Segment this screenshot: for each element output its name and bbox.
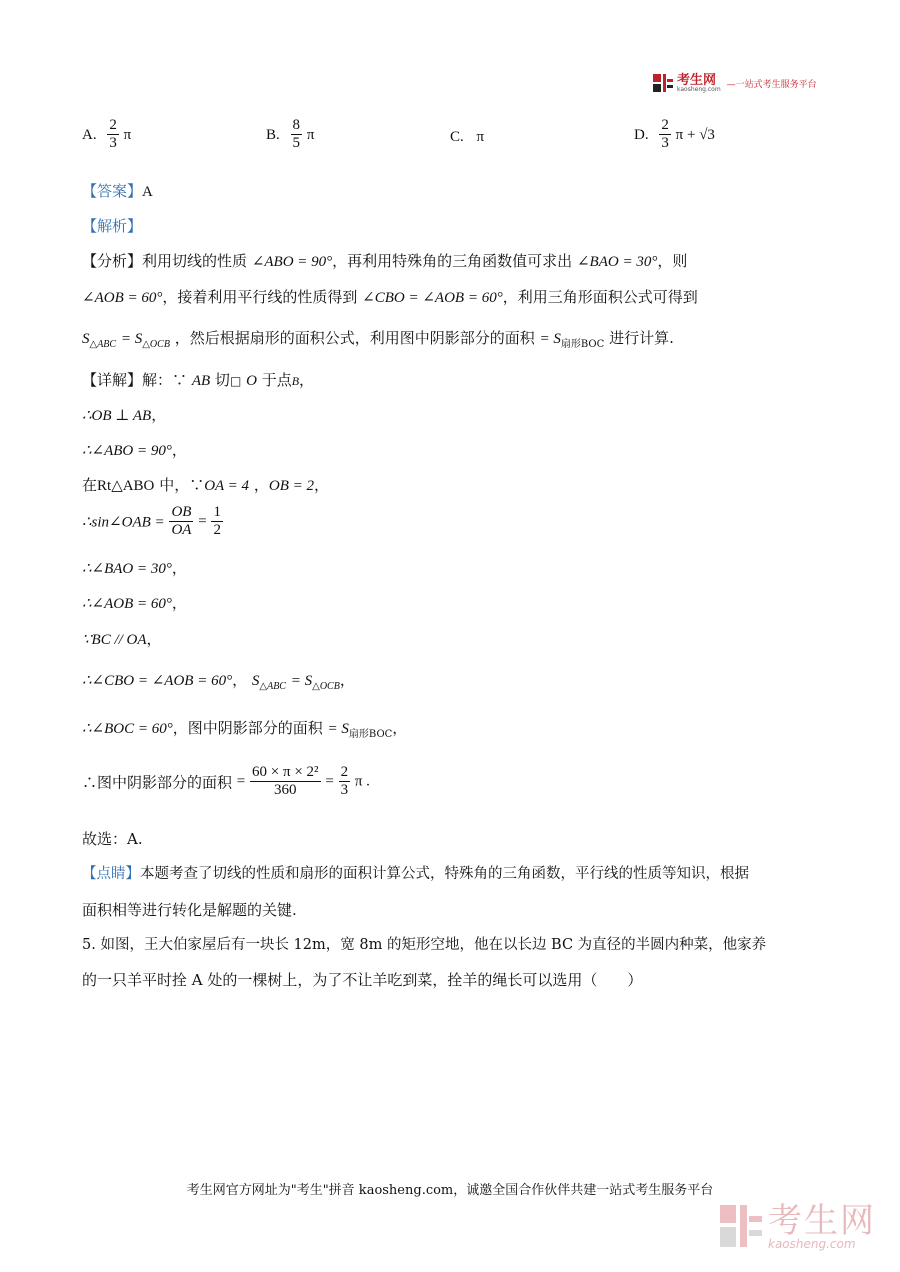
analysis-tag: 【解析】: [82, 217, 143, 235]
answer-line: 【答案】A: [82, 182, 153, 200]
detail-line-4: 在Rt△ABO 中，∵OA = 4 ，OB = 2，: [82, 476, 329, 494]
logo-en-text: kaosheng.com: [677, 85, 721, 93]
option-d: D. $\frac{2}{3}$ π + √3: [634, 117, 715, 152]
header-slogan: —一站式考生服务平台: [726, 79, 817, 90]
question5-line-1: 5. 如图，王大伯家屋后有一块长 12m，宽 8m 的矩形空地，他在以长边 BC 为直径的半圆内种菜，他家养: [82, 937, 767, 953]
footer-text: 考生网官方网址为"考生"拼音 kaosheng.com，诚邀全国合作伙伴共建一站式考生服务平台: [186, 1183, 714, 1198]
logo-cn-text: 考生网: [677, 72, 717, 88]
detail-line-1: 【详解】解：∵ AB 切□ O 于点B，: [82, 371, 315, 389]
detail-line-12: 故选：A.: [82, 830, 143, 848]
fenxi-line-3: $S_{\triangle ABC} = S_{\triangle OCB}$ ，然后根据扇形的面积公式，利用图中阴影部分的面积 = $S_{扇形BOC}$ 进行计算.: [82, 329, 674, 350]
header-logo: [652, 72, 817, 94]
option-b: B. $\frac{8}{5}$ π: [266, 117, 315, 152]
detail-line-7: ∴∠AOB = 60°，: [82, 594, 187, 612]
detail-line-11: ∴图中阴影部分的面积 = $\frac{\text{60 × π × 2²}}{360}$ = $\frac{2}{3}$ π .: [82, 764, 370, 799]
detail-line-10: ∴∠BOC = 60°，图中阴影部分的面积 = $S_{扇形BOC}$，: [82, 719, 408, 740]
watermark-cn: 考生网: [768, 1201, 876, 1241]
detail-line-6: ∴∠BAO = 30°，: [82, 559, 187, 577]
kaosheng-logo-icon: [652, 72, 674, 94]
option-a: A. $\frac{2}{3}$ π: [82, 117, 132, 152]
fenxi-line-2: ∠AOB = 60°，接着利用平行线的性质得到 ∠CBO = ∠AOB = 60°，利用三角形面积公式可得到: [82, 288, 698, 306]
comment-line-1: 【点睛】本题考查了切线的性质和扇形的面积计算公式，特殊角的三角函数，平行线的性质等知识，根据: [82, 866, 749, 882]
answer-tag: 【答案】: [82, 182, 143, 200]
watermark: [718, 1202, 876, 1252]
comment-line-2: 面积相等进行转化是解题的关键.: [82, 901, 297, 919]
detail-line-2: ∴OB ⊥ AB，: [82, 406, 167, 424]
detail-line-3: ∴∠ABO = 90°，: [82, 441, 187, 459]
watermark-logo-icon: [718, 1202, 764, 1252]
watermark-en: kaosheng.com: [768, 1237, 856, 1251]
fenxi-line-1: 【分析】利用切线的性质 ∠ABO = 90°，再利用特殊角的三角函数值可求出 ∠BAO = 30°，则: [82, 252, 688, 270]
detail-line-5: ∴sin∠OAB = $\frac{OB}{OA}$ = $\frac{1}{2}$: [82, 504, 221, 539]
option-c: C. π: [450, 129, 485, 145]
detail-line-9: ∴∠CBO = ∠AOB = 60°， $S_{\triangle ABC} = S_{\triangle OCB}$，: [82, 671, 355, 692]
detail-line-8: ∵BC // OA，: [82, 630, 162, 648]
question5-line-2: 的一只羊平时拴 A 处的一棵树上，为了不让羊吃到菜，拴羊的绳长可以选用（ ）: [82, 971, 643, 989]
